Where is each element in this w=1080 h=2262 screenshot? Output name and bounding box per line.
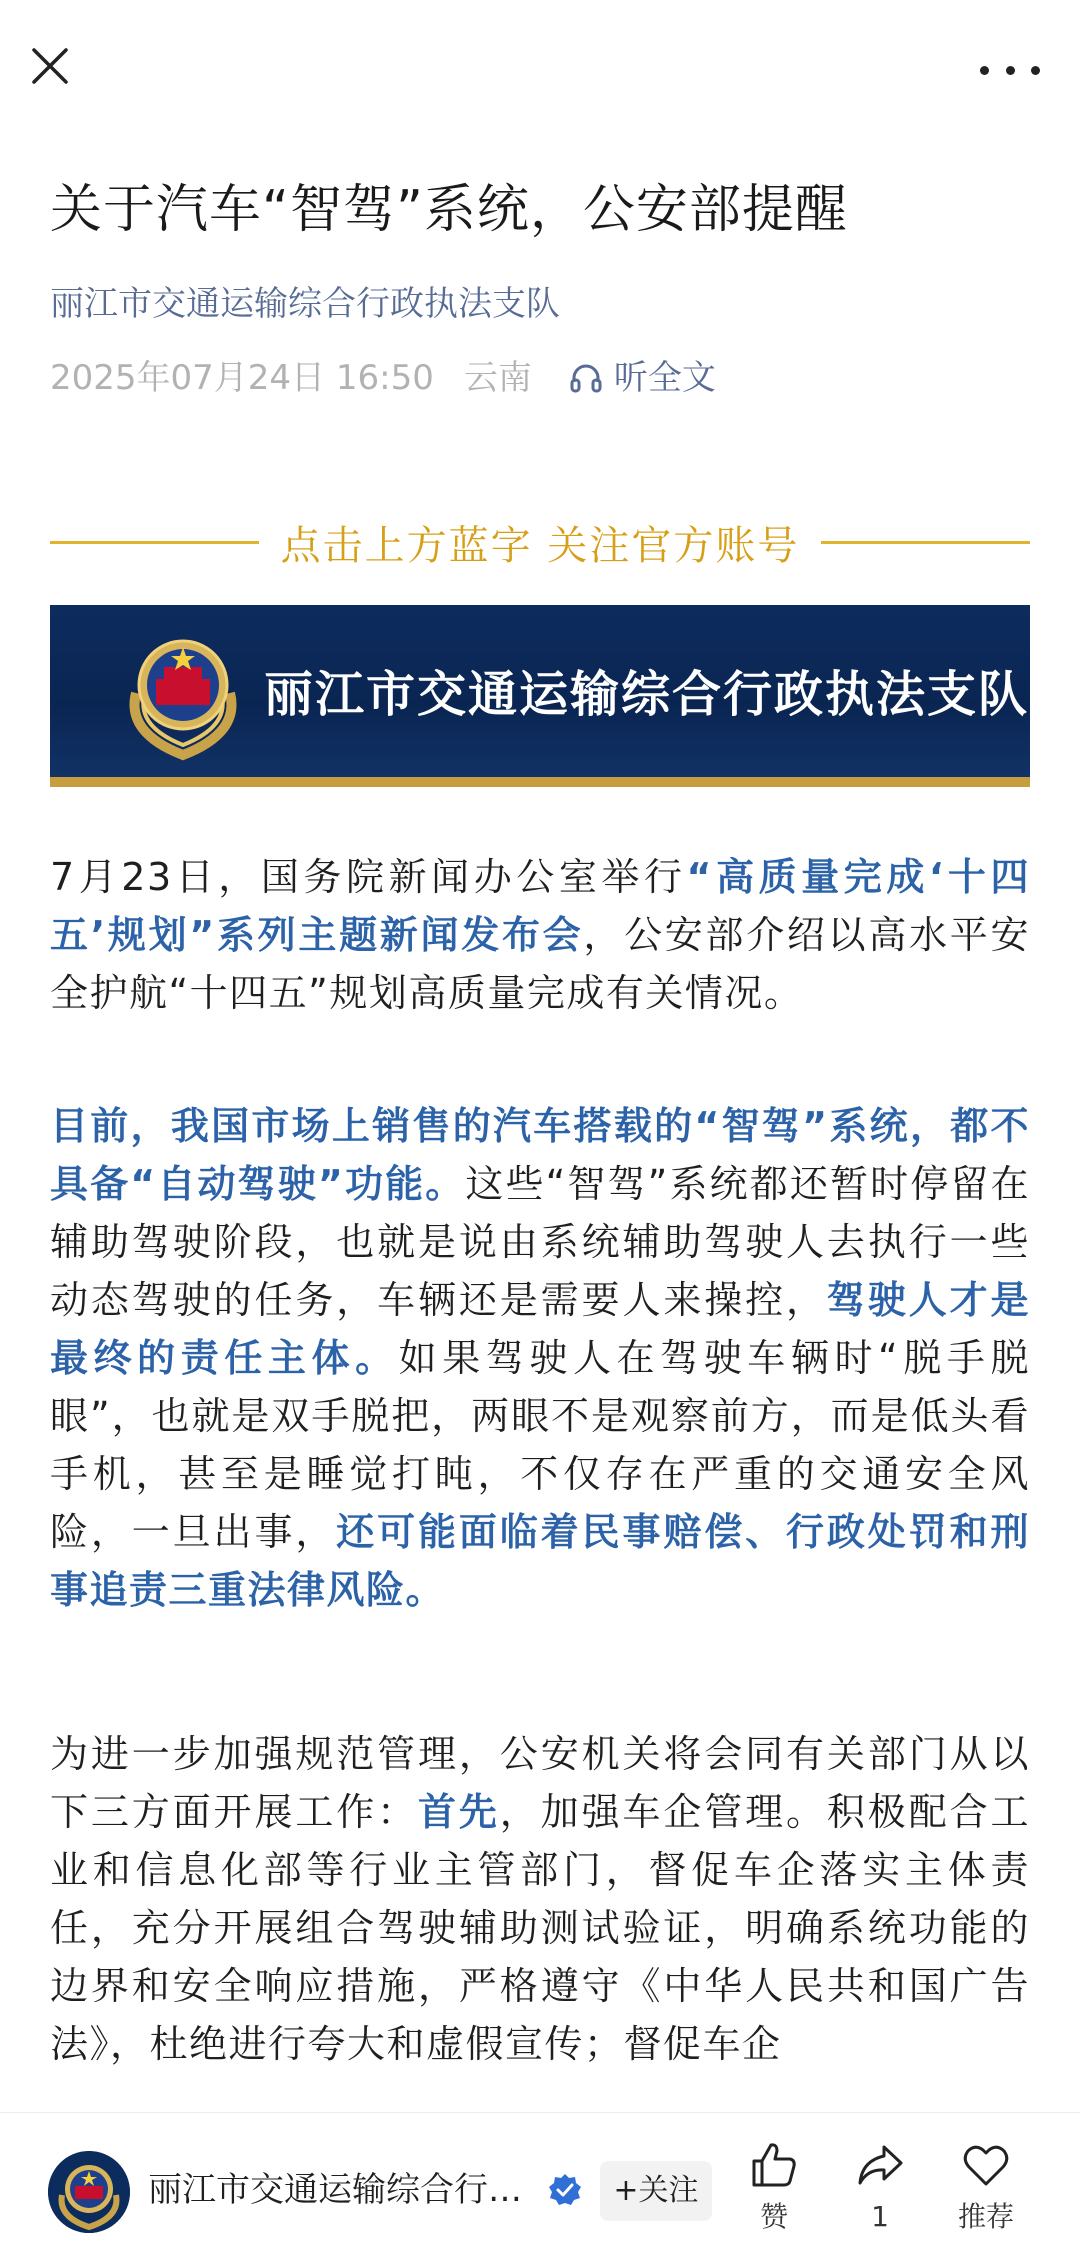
like-label: 赞 (759, 2200, 788, 2233)
account-banner (50, 605, 1030, 787)
article-title: 关于汽车“智驾”系统，公安部提醒 (50, 180, 848, 240)
p3-text-b: ，加强车企管理。积极配合工业和信息化部等行业主管部门，督促车企落实主体责任，充分开展组合驾驶辅助测试验证，明确系统功能的边界和安全响应措施，严格遵守《中华人民共和国广告法》，杜绝进行夸大和虚假宣传；督促车企 (50, 1790, 1030, 2066)
p1-text-a: 7月23日，国务院新闻办公室举行 (50, 855, 687, 899)
recommend-button[interactable] (936, 2139, 1036, 2237)
share-icon (854, 2139, 906, 2191)
follow-prompt (50, 512, 1030, 572)
share-count: 1 (871, 2200, 889, 2233)
p3-text-a: 为进一步加强规范管理，公安机关将会同有关部门从以下三方面开展工作： (50, 1732, 1030, 1834)
account-link[interactable]: 丽江市交通运输综合行政执法支队 (50, 284, 560, 324)
close-button[interactable] (22, 38, 78, 94)
more-options-button[interactable] (980, 50, 1040, 90)
top-bar (0, 0, 1080, 150)
thumbs-up-icon (748, 2139, 800, 2191)
paragraph-3 (50, 1725, 1030, 2073)
more-icon (980, 66, 989, 75)
publish-date: 2025年07月24日 16:50 (50, 358, 434, 398)
paragraph-2 (50, 1097, 1030, 1619)
bottom-account-name[interactable]: 丽江市交通运输综合行… (148, 2170, 522, 2210)
bottom-bar (0, 2112, 1080, 2262)
paragraph-1 (50, 848, 1030, 1022)
p2-highlight-a: 目前，我国市场上销售的汽车搭载的“智驾”系统，都不具备“自动驾驶”功能。 (50, 1104, 1030, 1206)
share-button[interactable] (830, 2139, 930, 2237)
p3-highlight: 首先 (418, 1790, 500, 1834)
recommend-label: 推荐 (957, 2200, 1014, 2233)
follow-prompt-text: 点击上方蓝字 关注官方账号 (280, 522, 800, 569)
heart-icon (960, 2139, 1012, 2191)
divider-line-left (50, 541, 259, 544)
headphones-icon (568, 360, 604, 396)
p1-text-b: ，公安部介绍以高水平安全护航“十四五”规划高质量完成有关情况。 (50, 913, 1030, 1015)
p2-text-a: 这些“智驾”系统都还暂时停留在辅助驾驶阶段，也就是说由系统辅助驾驶人去执行一些动态驾驶的任务，车辆还是需要人来操控， (50, 1162, 1031, 1322)
p1-highlight: “高质量完成‘十四五’规划”系列主题新闻发布会 (50, 855, 1030, 957)
article-header (50, 170, 1030, 402)
article-meta (50, 354, 1030, 402)
p2-text-b: 如果驾驶人在驾驶车辆时“脱手脱眼”，也就是双手脱把，两眼不是观察前方，而是低头看手机，甚至是睡觉打盹，不仅存在严重的交通安全风险，一旦出事， (50, 1336, 1030, 1554)
close-icon (22, 38, 78, 94)
avatar[interactable] (48, 2151, 130, 2233)
p2-highlight-c: 还可能面临着民事赔偿、行政处罚和刑事追责三重法律风险。 (50, 1510, 1030, 1612)
divider-line-right (821, 541, 1030, 544)
like-button[interactable] (724, 2139, 824, 2237)
verified-badge-icon (548, 2173, 582, 2207)
listen-label: 听全文 (613, 358, 716, 398)
banner-title: 丽江市交通运输综合行政执法支队 (264, 665, 1030, 723)
listen-button[interactable] (568, 354, 716, 402)
banner-stripe (50, 777, 1030, 787)
p2-highlight-b: 驾驶人才是最终的责任主体。 (50, 1278, 1030, 1380)
publish-region: 云南 (463, 358, 532, 398)
account-emblem-icon (48, 2151, 130, 2233)
police-emblem-icon (116, 623, 250, 761)
follow-button[interactable]: +关注 (600, 2161, 712, 2221)
